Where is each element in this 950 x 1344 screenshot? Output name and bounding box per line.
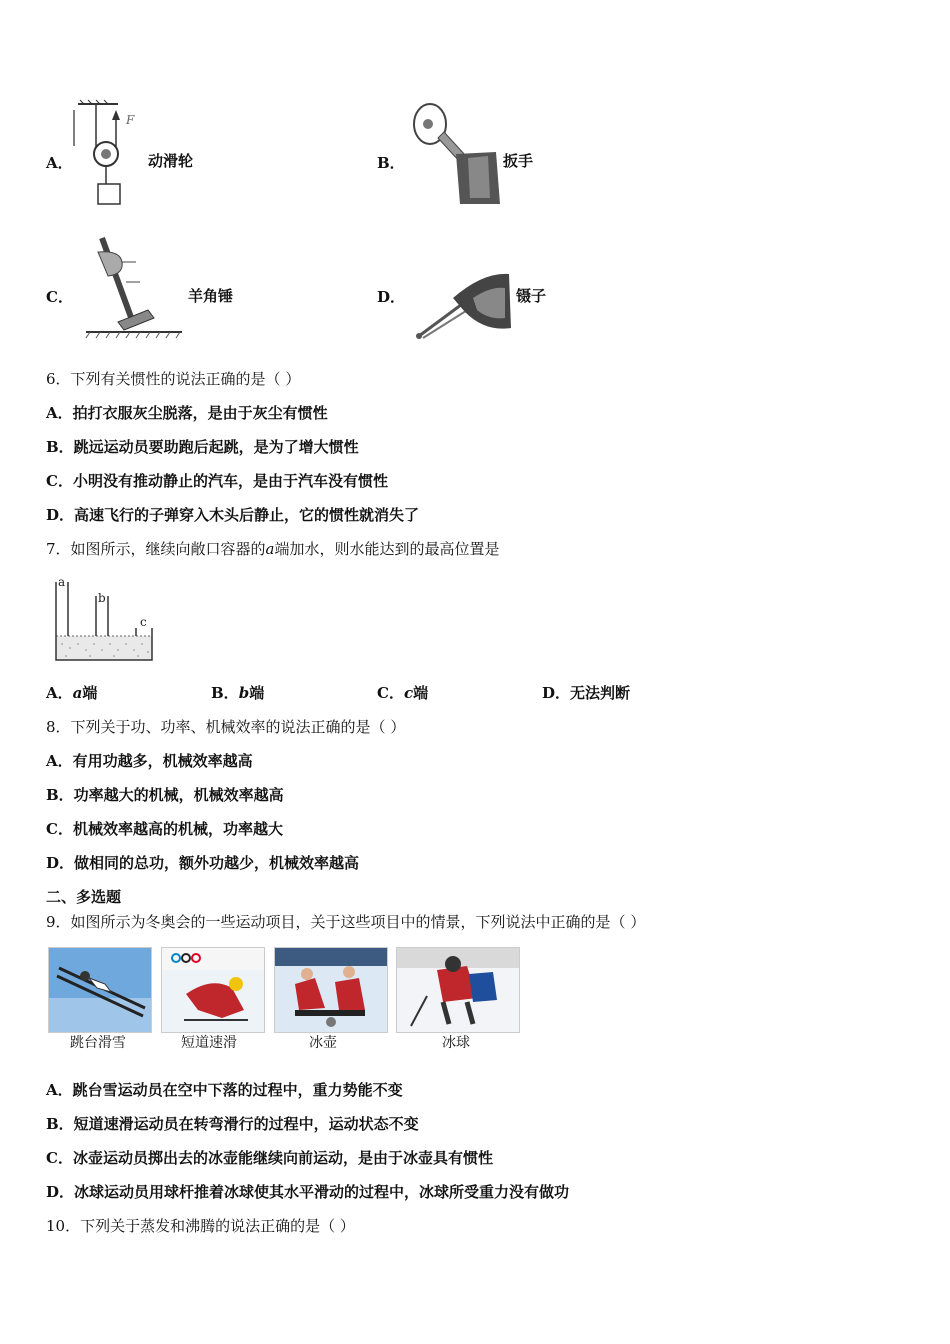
caption-curling: 冰壶 — [309, 1035, 337, 1051]
q6-option-a: A．拍打衣服灰尘脱落，是由于灰尘有惯性 — [46, 404, 328, 422]
q5-option-a-label: 动滑轮 — [148, 152, 194, 170]
q7-option-b: B．b端 — [211, 684, 265, 702]
q7-option-a: A．a端 — [46, 684, 98, 702]
q5-option-b-label: 扳手 — [503, 152, 534, 170]
q9-option-a: A．跳台雪运动员在空中下落的过程中，重力势能不变 — [46, 1081, 403, 1099]
q5-option-c-label: 羊角锤 — [188, 287, 234, 305]
q7-option-c: C．c端 — [377, 684, 429, 702]
short-track-photo — [161, 947, 265, 1033]
q8-option-a: A．有用功越多，机械效率越高 — [46, 752, 253, 770]
caption-short-track: 短道速滑 — [181, 1035, 237, 1051]
pulley-figure — [70, 98, 140, 210]
q6-option-d: D．高速飞行的子弹穿入木头后静止，它的惯性就消失了 — [46, 506, 420, 524]
ice-hockey-photo — [396, 947, 520, 1033]
tweezers-figure — [413, 268, 515, 342]
q6-option-c: C．小明没有推动静止的汽车，是由于汽车没有惯性 — [46, 472, 388, 490]
section-heading-multiple-choice: 二、多选题 — [46, 888, 122, 906]
q6-stem: 6．下列有关惯性的说法正确的是（ ） — [46, 370, 301, 388]
q7-stem-suffix: 端加水，则水能达到的最高位置是 — [274, 540, 500, 558]
q5-option-a-letter: A． — [46, 154, 73, 172]
q5-option-d-letter: D． — [377, 288, 406, 306]
q9-stem: 9．如图所示为冬奥会的一些运动项目，关于这些项目中的情景，下列说法中正确的是（ ） — [46, 913, 646, 931]
q8-stem: 8．下列关于功、功率、机械效率的说法正确的是（ ） — [46, 718, 406, 736]
claw-hammer-figure — [84, 234, 184, 340]
wrench-figure — [408, 100, 503, 208]
q5-option-d-label: 镊子 — [516, 287, 547, 305]
caption-ski-jump: 跳台滑雪 — [70, 1035, 126, 1051]
caption-ice-hockey: 冰球 — [442, 1035, 470, 1051]
q10-stem: 10．下列关于蒸发和沸腾的说法正确的是（ ） — [46, 1217, 355, 1235]
q7-option-d: D．无法判断 — [542, 684, 631, 702]
q8-option-d: D．做相同的总功，额外功越少，机械效率越高 — [46, 854, 360, 872]
fig-label-c: c — [140, 615, 147, 629]
q9-option-d: D．冰球运动员用球杆推着冰球使其水平滑动的过程中，冰球所受重力没有做功 — [46, 1183, 570, 1201]
q5-option-b-letter: B． — [377, 154, 405, 172]
fig-label-a: a — [58, 575, 66, 589]
q8-option-b: B．功率越大的机械，机械效率越高 — [46, 786, 284, 804]
q7-stem — [46, 539, 500, 559]
ski-jump-photo — [48, 947, 152, 1033]
q7-stem-prefix: 7．如图所示，继续向敞口容器的 — [46, 540, 266, 558]
q9-option-b: B．短道速滑运动员在转弯滑行的过程中，运动状态不变 — [46, 1115, 419, 1133]
q7-stem-var: a — [265, 540, 275, 558]
q6-option-b: B．跳远运动员要助跑后起跳，是为了增大惯性 — [46, 438, 359, 456]
curling-photo — [274, 947, 388, 1033]
q5-option-c-letter: C． — [46, 288, 73, 306]
fig-label-b: b — [98, 591, 106, 605]
q9-option-c: C．冰壶运动员掷出去的冰壶能继续向前运动，是由于冰壶具有惯性 — [46, 1149, 493, 1167]
force-label: F — [126, 113, 135, 127]
connected-container-figure — [50, 574, 160, 666]
q8-option-c: C．机械效率越高的机械，功率越大 — [46, 820, 283, 838]
